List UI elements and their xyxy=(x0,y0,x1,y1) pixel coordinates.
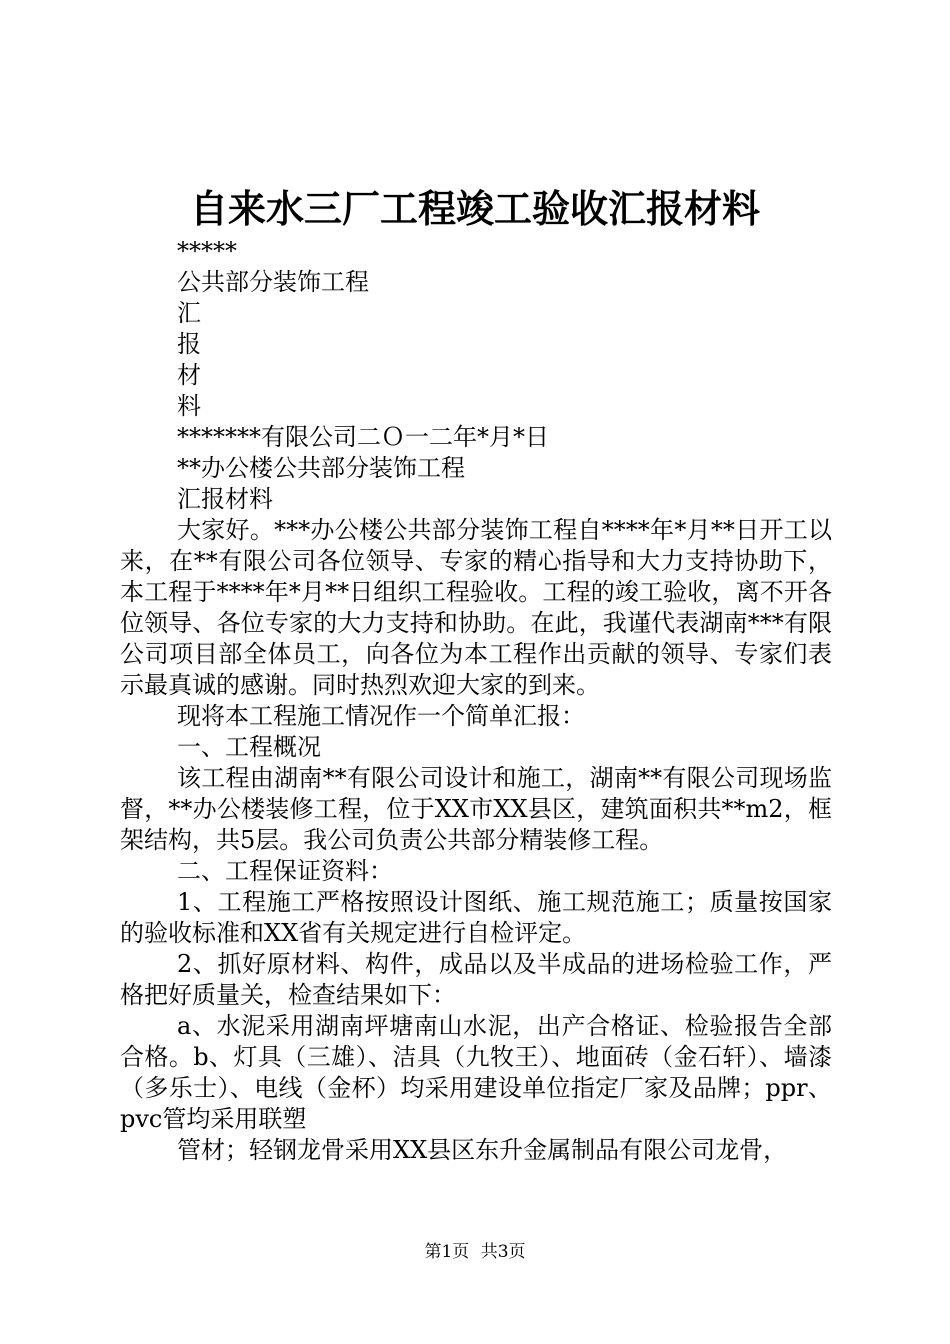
header-line: 公共部分装饰工程 xyxy=(177,268,369,296)
paragraph-intro: 现将本工程施工情况作一个简单汇报： xyxy=(177,702,585,730)
page-footer xyxy=(0,1241,950,1263)
paragraph-item-a: a、水泥采用湖南坪塘南山水泥，出产合格证、检验报告全部合格。b、灯具（三雄）、洁具（九牧王）、地面砖（金石轩）、墙漆（多乐士）、电线（金杯）均采用建设单位指定厂家及品牌；ppr、pvc管均采用联塑 xyxy=(120,1012,832,1133)
section-heading-overview: 一、工程概况 xyxy=(177,733,321,761)
section-heading-assurance: 二、工程保证资料： xyxy=(177,857,393,885)
document-body xyxy=(120,236,832,1166)
header-line: ***** xyxy=(177,237,237,265)
header-line: 汇报材料 xyxy=(177,485,273,513)
page-total: 共3页 xyxy=(480,1242,526,1262)
header-line: 报 xyxy=(177,330,201,358)
header-line: *******有限公司二Ｏ一二年*月*日 xyxy=(177,423,549,451)
page-number: 第1页 xyxy=(424,1242,470,1262)
paragraph-continued: 管材；轻钢龙骨采用XX县区东升金属制品有限公司龙骨， xyxy=(177,1136,788,1164)
header-line: **办公楼公共部分装饰工程 xyxy=(177,454,465,482)
document-title: 自来水三厂工程竣工验收汇报材料 xyxy=(189,186,760,231)
paragraph-item-2: 2、抓好原材料、构件，成品以及半成品的进场检验工作，严格把好质量关，检查结果如下： xyxy=(120,950,832,1009)
header-line: 料 xyxy=(177,392,201,420)
paragraph-overview: 该工程由湖南**有限公司设计和施工，湖南**有限公司现场监督，**办公楼装修工程，位于XX市XX县区，建筑面积共**m2，框架结构，共5层。我公司负责公共部分精装修工程。 xyxy=(120,764,832,854)
header-line: 材 xyxy=(177,361,201,389)
paragraph-item-1: 1、工程施工严格按照设计图纸、施工规范施工；质量按国家的验收标准和XX省有关规定进行自检评定。 xyxy=(120,888,832,947)
paragraph-greeting: 大家好。***办公楼公共部分装饰工程自****年*月**日开工以来，在**有限公司各位领导、专家的精心指导和大力支持协助下，本工程于****年*月**日组织工程验收。工程的竣工验收，离不开各位领导、各位专家的大力支持和协助。在此，我谨代表湖南***有限公司项目部全体员工，向各位为本工程作出贡献的领导、专家们表示最真诚的感谢。同时热烈欢迎大家的到来。 xyxy=(120,516,832,699)
header-line: 汇 xyxy=(177,299,201,327)
